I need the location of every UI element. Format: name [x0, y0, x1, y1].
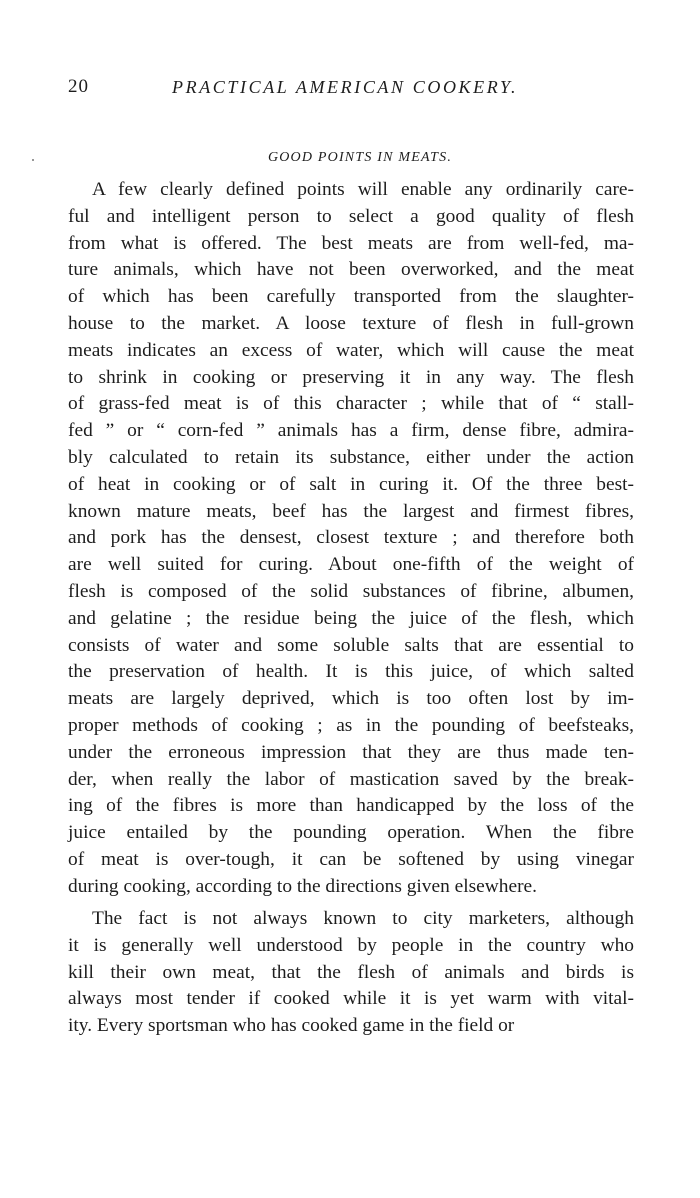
text-line: during cooking, according to the directions given elsewhere. [68, 875, 538, 897]
paragraph [68, 906, 634, 1040]
text-line: proper methods of cooking ; as in the pounding of beefsteaks, [68, 714, 634, 736]
text-line: ing of the fibres is more than handicapped by the loss of the [68, 795, 634, 817]
text-line: ful and intelligent person to select a good quality of flesh [68, 205, 634, 227]
section-heading [0, 150, 700, 166]
text-line: of which has been carefully transported from the slaughter- [68, 286, 634, 308]
text-line: ture animals, which have not been overworked, and the meat [68, 259, 634, 281]
text-line: fed ” or “ corn-fed ” animals has a firm, dense fibre, admira- [68, 420, 634, 442]
text-line: of heat in cooking or of salt in curing it. Of the three best- [68, 473, 634, 495]
text-line: flesh is composed of the solid substances of fibrine, albumen, [68, 580, 634, 602]
text-line: consists of water and some soluble salts that are essential to [68, 634, 634, 656]
text-line: der, when really the labor of mastication saved by the break- [68, 768, 634, 790]
running-head [68, 76, 568, 106]
text-line: the preservation of health. It is this juice, of which salted [68, 661, 634, 683]
text-line: known mature meats, beef has the largest and firmest fibres, [68, 500, 634, 522]
text-line: A few clearly defined points will enable any ordinarily care- [92, 179, 634, 200]
text-line: under the erroneous impression that they are thus made ten- [68, 741, 634, 763]
text-line: house to the market. A loose texture of flesh in full-grown [68, 312, 634, 334]
text-line: are well suited for curing. About one-fifth of the weight of [68, 554, 634, 576]
text-line: juice entailed by the pounding operation. When the fibre [68, 822, 634, 844]
text-line: to shrink in cooking or preserving it in any way. The flesh [68, 366, 634, 388]
text-line: of meat is over-tough, it can be softened by using vinegar [68, 848, 634, 870]
paragraph [68, 177, 634, 901]
text-line: The fact is not always known to city marketers, although [92, 908, 634, 929]
text-line: and pork has the densest, closest texture ; and therefore both [68, 527, 634, 549]
text-line: and gelatine ; the residue being the juice of the flesh, which [68, 607, 634, 629]
text-line: from what is offered. The best meats are from well-fed, ma- [68, 232, 634, 254]
text-line: meats indicates an excess of water, which will cause the meat [68, 339, 634, 361]
text-line: of grass-fed meat is of this character ; while that of “ stall- [68, 393, 634, 415]
text-line: bly calculated to retain its substance, either under the action [68, 446, 634, 468]
text-line: it is generally well understood by people in the country who [68, 934, 634, 956]
text-line: ity. Every sportsman who has cooked game in the field or [68, 1015, 515, 1037]
text-line: always most tender if cooked while it is yet warm with vital- [68, 988, 634, 1010]
book-title: PRACTICAL AMERICAN COOKERY. [172, 77, 519, 97]
text-line: meats are largely deprived, which is too often lost by im- [68, 688, 634, 710]
text-line: kill their own meat, that the flesh of animals and birds is [68, 961, 634, 983]
page-number: 20 [68, 76, 89, 97]
section-heading-text: GOOD POINTS IN MEATS. [267, 150, 453, 165]
